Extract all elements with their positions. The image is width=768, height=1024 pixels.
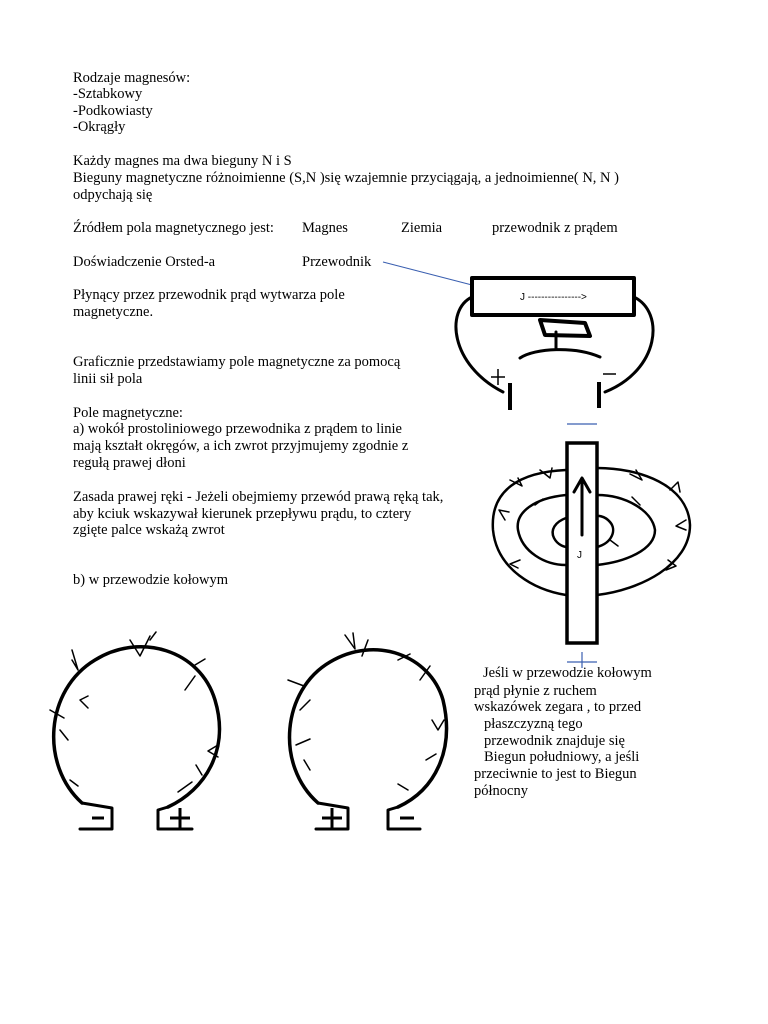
note-line-2: prąd płynie z ruchem	[474, 683, 597, 699]
right-field-ticks	[288, 633, 444, 790]
note-line-8: północny	[474, 783, 528, 799]
field-current-label: J	[577, 550, 582, 561]
note-line-7: przeciwnie to jest to Biegun	[474, 766, 637, 782]
oersted-desc-1: Płynący przez przewodnik prąd wytwarza pole	[73, 287, 345, 303]
right-loop	[290, 650, 447, 807]
left-field-ticks	[50, 632, 218, 792]
type-item-bar: -Sztabkowy	[73, 86, 143, 102]
note-line-1: Jeśli w przewodzie kołowym	[483, 665, 652, 681]
note-line-5: przewodnik znajduje się	[484, 733, 625, 749]
poles-line-2: Bieguny magnetyczne różnoimienne (S,N )się wzajemnie przyciągają, a jednoimienne( N, N )	[73, 170, 619, 186]
circular-conductor-right	[288, 633, 446, 829]
circular-heading: b) w przewodzie kołowym	[73, 572, 229, 588]
left-terminal-minus	[80, 803, 112, 829]
type-item-round: -Okrągły	[73, 119, 126, 135]
straight-conductor-diagram	[493, 424, 690, 668]
oersted-label: Doświadczenie Orsted-a	[73, 254, 216, 270]
field-a-line-3: regułą prawej dłoni	[73, 455, 186, 471]
types-heading: Rodzaje magnesów:	[73, 70, 191, 86]
rule-line-1: Zasada prawej ręki - Jeżeli obejmiemy przewód prawą ręką tak,	[73, 489, 444, 505]
conductor-pointer-line	[383, 262, 472, 285]
rule-line-2: aby kciuk wskazywał kierunek przepływu prądu, to cztery	[73, 506, 412, 522]
note-line-3: wskazówek zegara , to przed	[474, 699, 642, 715]
circular-conductor-left	[50, 632, 219, 829]
rule-line-3: zgięte palce wskażą zwrot	[73, 522, 225, 538]
source-magnet: Magnes	[302, 220, 348, 236]
circuit-wire	[456, 297, 653, 392]
straight-conductor	[567, 443, 597, 643]
conductor-label: Przewodnik	[302, 254, 372, 270]
source-earth: Ziemia	[401, 220, 443, 236]
left-loop	[54, 647, 220, 807]
type-item-horseshoe: -Podkowiasty	[73, 103, 153, 119]
field-heading: Pole magnetyczne:	[73, 405, 183, 421]
oersted-desc-2: magnetyczne.	[73, 304, 154, 320]
poles-line-1: Każdy magnes ma dwa bieguny N i S	[73, 153, 292, 169]
graphic-line-1: Graficznie przedstawiamy pole magnetyczne za pomocą	[73, 354, 401, 370]
source-conductor: przewodnik z prądem	[492, 220, 618, 236]
field-a-line-1: a) wokół prostoliniowego przewodnika z prądem to linie	[73, 421, 402, 437]
current-label: J ---------------->	[520, 292, 587, 303]
note-line-6: Biegun południowy, a jeśli	[484, 749, 640, 765]
sources-label: Źródłem pola magnetycznego jest:	[73, 220, 274, 236]
compass-needle	[540, 320, 590, 336]
poles-line-3: odpychają się	[73, 187, 153, 203]
oersted-diagram	[383, 262, 653, 410]
graphic-line-2: linii sił pola	[73, 371, 143, 387]
field-a-line-2: mają kształt okręgów, a ich zwrot przyjmujemy zgodnie z	[73, 438, 409, 454]
note-line-4: płaszczyzną tego	[484, 716, 583, 732]
